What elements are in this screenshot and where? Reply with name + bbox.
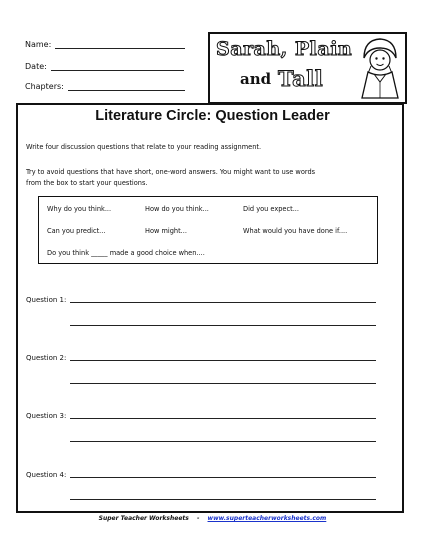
date-line[interactable] — [51, 62, 184, 71]
instruction-2-line2: from the box to start your questions. — [26, 179, 148, 187]
question-4-label: Question 4: — [26, 471, 67, 479]
starter-can-you-predict: Can you predict... — [47, 227, 106, 235]
name-line[interactable] — [55, 40, 185, 49]
question-2-label: Question 2: — [26, 354, 67, 362]
footer-brand: Super Teacher Worksheets — [98, 515, 189, 522]
footer — [0, 515, 425, 522]
question-starter-box — [38, 196, 378, 264]
book-title-box — [208, 32, 407, 104]
question-3-line-1[interactable] — [70, 418, 376, 419]
question-1-line-1[interactable] — [70, 302, 376, 303]
instruction-2-line1: Try to avoid questions that have short, one-word answers. You might want to use words — [26, 168, 316, 176]
footer-url-link[interactable]: www.superteacherworksheets.com — [207, 515, 327, 522]
starter-how-do-you: How do you think... — [145, 205, 209, 213]
question-2-line-2[interactable] — [70, 383, 376, 384]
book-title-line2: Tall — [278, 66, 324, 91]
footer-separator: - — [196, 515, 200, 522]
chapters-line[interactable] — [68, 82, 185, 91]
name-label: Name: — [25, 40, 52, 49]
starter-good-choice: Do you think _____ made a good choice when.... — [47, 249, 205, 257]
date-field — [25, 62, 184, 71]
girl-illustration — [358, 36, 402, 99]
starter-did-you-expect: Did you expect... — [243, 205, 299, 213]
question-2-line-1[interactable] — [70, 360, 376, 361]
question-1-line-2[interactable] — [70, 325, 376, 326]
worksheet-box — [16, 103, 404, 513]
chapters-field — [25, 82, 185, 91]
date-label: Date: — [25, 62, 47, 71]
starter-what-would: What would you have done if.... — [243, 227, 348, 235]
book-title-and: and — [240, 70, 272, 88]
worksheet-heading: Literature Circle: Question Leader — [95, 108, 330, 124]
name-field — [25, 40, 185, 49]
question-1-label: Question 1: — [26, 296, 67, 304]
question-4-line-2[interactable] — [70, 499, 376, 500]
question-4-line-1[interactable] — [70, 477, 376, 478]
question-3-label: Question 3: — [26, 412, 67, 420]
starter-why: Why do you think... — [47, 205, 112, 213]
book-title-line1: Sarah, Plain — [216, 38, 353, 60]
chapters-label: Chapters: — [25, 82, 64, 91]
question-3-line-2[interactable] — [70, 441, 376, 442]
starter-how-might: How might... — [145, 227, 187, 235]
instruction-1: Write four discussion questions that relate to your reading assignment. — [26, 143, 262, 151]
